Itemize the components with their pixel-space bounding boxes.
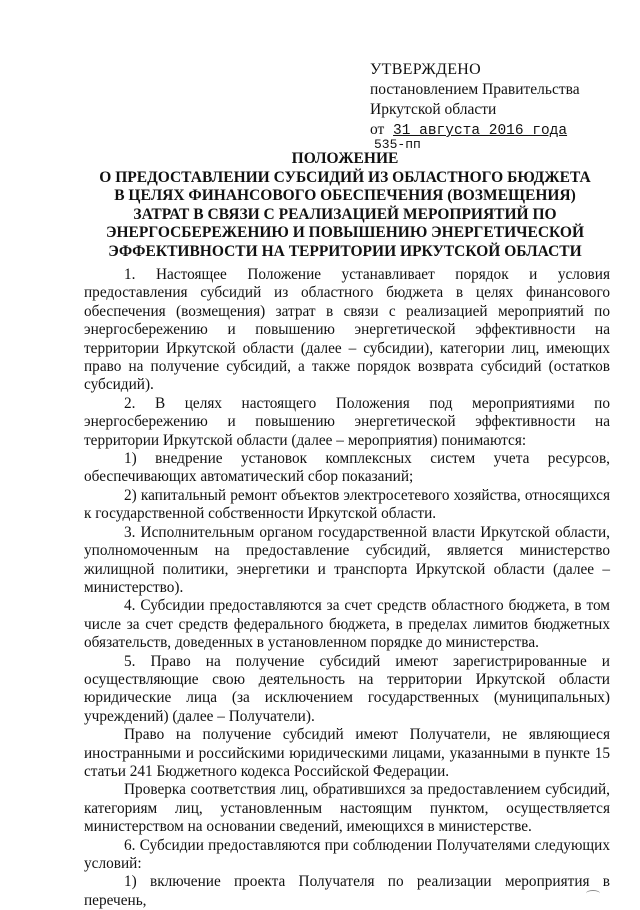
paragraph-2-item-1: 1) внедрение установок комплексных систем учета ресурсов, обеспечивающих автоматический сбор показаний; <box>84 450 610 486</box>
approval-line-1: постановлением Правительства <box>370 81 580 98</box>
approval-title: УТВЕРЖДЕНО <box>370 61 482 78</box>
scan-mark <box>586 890 600 897</box>
paragraph-5: 5. Право на получение субсидий имеют зарегистрированные и осуществляющие свою деятельность на территории Иркутской области юридические лица (за исключением государственных (муниципальных) учреждений) (далее – Получатели). <box>84 652 610 725</box>
heading-line-3: В ЦЕЛЯХ ФИНАНСОВОГО ОБЕСПЕЧЕНИЯ (ВОЗМЕЩЕНИЯ) <box>114 187 576 204</box>
heading-line-5: ЭНЕРГОСБЕРЕЖЕНИЮ И ПОВЫШЕНИЮ ЭНЕРГЕТИЧЕСКОЙ <box>105 224 585 241</box>
paragraph-5-part-2: Право на получение субсидий имеют Получатели, не являющиеся иностранными и российскими юридическими лицами, указанными в пункте 15 статьи 241 Бюджетного кодекса Российской Федерации. <box>84 726 610 780</box>
approval-date-prefix: от <box>370 121 385 138</box>
heading-line-6: ЭФФЕКТИВНОСТИ НА ТЕРРИТОРИИ ИРКУТСКОЙ ОБЛАСТИ <box>108 242 582 260</box>
paragraph-2: 2. В целях настоящего Положения под мероприятиями по энергосбережению и повышению энергетической эффективности на территории Иркутской области (далее – мероприятия) понимаются: <box>84 394 610 449</box>
paragraph-2-item-2: 2) капитальный ремонт объектов электросетевого хозяйства, относящихся к государственной собственности Иркутской области. <box>84 486 610 523</box>
paragraph-4: 4. Субсидии предоставляются за счет средств областного бюджета, в том числе за счет средств федерального бюджета, в пределах лимитов бюджетных обязательств, доведенных в установленном порядке до министерства. <box>84 597 610 652</box>
paragraph-6-item-1: 1) включение проекта Получателя по реализации мероприятия в перечень, <box>84 873 610 909</box>
heading-line-4: ЗАТРАТ В СВЯЗИ С РЕАЛИЗАЦИЕЙ МЕРОПРИЯТИЙ ПО <box>133 205 557 223</box>
document-body <box>84 266 610 910</box>
approval-number: 535-пп <box>374 137 421 152</box>
paragraph-6: 6. Субсидии предоставляются при соблюдении Получателями следующих условий: <box>84 836 610 872</box>
heading-line-1: ПОЛОЖЕНИЕ <box>291 150 399 167</box>
approval-date: 31 августа 2016 года <box>393 123 568 139</box>
paragraph-1: 1. Настоящее Положение устанавливает порядок и условия предоставления субсидий из областного бюджета в целях финансового обеспечения (возмещения) затрат в связи с реализацией мероприятий по энергосбережению и повышению энергетической эффективности на территории Иркутской области (далее – субсидии), категории лиц, имеющих право на получение субсидий, а также порядок возврата субсидий (остатков субсидий). <box>84 266 610 394</box>
heading-line-2: О ПРЕДОСТАВЛЕНИИ СУБСИДИЙ ИЗ ОБЛАСТНОГО БЮДЖЕТА <box>99 168 591 186</box>
paragraph-5-part-3: Проверка соответствия лиц, обратившихся за предоставлением субсидий, категориям лиц, установленным настоящим пунктом, осуществляется министерством на основании сведений, имеющихся в министерстве. <box>84 781 610 836</box>
paragraph-3: 3. Исполнительным органом государственной власти Иркутской области, уполномоченным на предоставление субсидий, является министерство жилищной политики, энергетики и транспорта Иркутской области (далее – министерство). <box>84 523 610 596</box>
approval-stamp <box>370 60 620 152</box>
approval-line-2: Иркутской области <box>370 101 497 118</box>
document-heading <box>90 150 600 261</box>
